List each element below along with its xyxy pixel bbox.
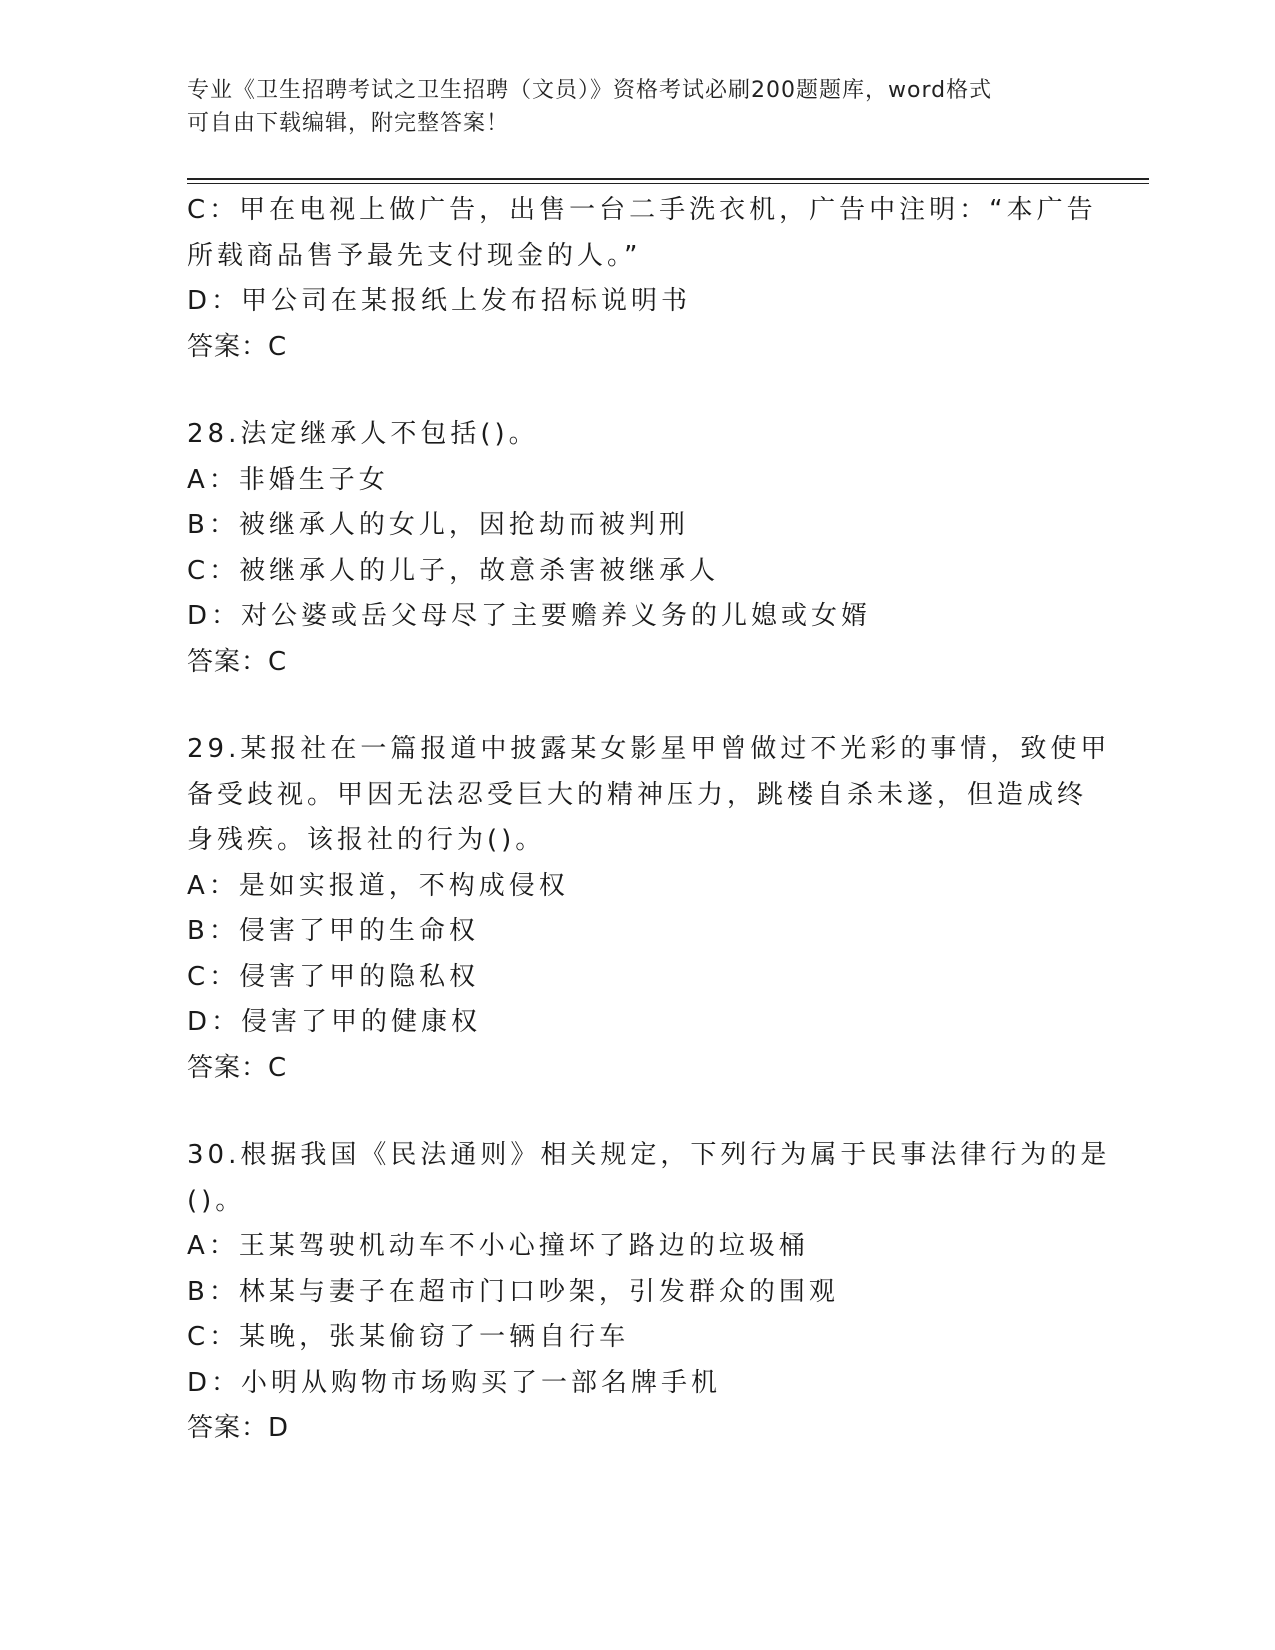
option-c: C：某晚，张某偷窃了一辆自行车 [187,1322,630,1352]
question-28 [187,412,1087,685]
option-a: A：是如实报道，不构成侵权 [187,870,569,901]
option-d: D：小明从购物市场购买了一部名牌手机 [187,1367,722,1398]
option-c-line-1: C：甲在电视上做广告，出售一台二手洗衣机，广告中注明：“本广告 [187,195,1097,225]
question-stem-line-3: 身残疾。该报社的行为()。 [187,825,546,855]
option-d: D：侵害了甲的健康权 [187,1007,482,1037]
answer-line: 答案：D [187,1413,290,1443]
header-divider-thin [187,183,1149,184]
answer-line: 答案：C [187,331,288,362]
header-title-line-1: 专业《卫生招聘考试之卫生招聘（文员）》资格考试必刷200题题库，word格式 [187,78,993,103]
question-stem: 28.法定继承人不包括()。 [187,419,539,449]
option-b: B：林某与妻子在超市门口吵架，引发群众的围观 [187,1276,839,1307]
option-a: A：王某驾驶机动车不小心撞坏了路边的垃圾桶 [187,1231,809,1261]
question-29 [187,727,1111,1091]
option-c: C：被继承人的儿子，故意杀害被继承人 [187,555,720,586]
header-divider-thick [187,178,1149,180]
header-title-line-2: 可自由下载编辑，附完整答案！ [187,111,510,136]
question-30 [187,1133,1111,1452]
question-stem-line-1: 29.某报社在一篇报道中披露某女影星甲曾做过不光彩的事情，致使甲 [187,734,1111,764]
option-d: D：对公婆或岳父母尽了主要赡养义务的儿媳或女婿 [187,601,872,631]
document-header [187,74,1067,140]
option-c: C：侵害了甲的隐私权 [187,961,480,992]
question-stem-line-2: 备受歧视。甲因无法忍受巨大的精神压力，跳楼自杀未遂，但造成终 [187,779,1088,810]
question-content [187,188,1111,1452]
option-b: B：侵害了甲的生命权 [187,916,479,946]
question-stem-line-1: 30.根据我国《民法通则》相关规定，下列行为属于民事法律行为的是 [187,1140,1111,1170]
answer-line: 答案：C [187,646,288,677]
question-27-continued [187,188,1097,370]
answer-line: 答案：C [187,1052,288,1083]
option-c-line-2: 所载商品售予最先支付现金的人。” [187,240,642,271]
option-b: B：被继承人的女儿，因抢劫而被判刑 [187,510,689,540]
option-a: A：非婚生子女 [187,464,389,495]
option-d: D：甲公司在某报纸上发布招标说明书 [187,286,692,316]
question-stem-line-2: ()。 [187,1185,246,1216]
